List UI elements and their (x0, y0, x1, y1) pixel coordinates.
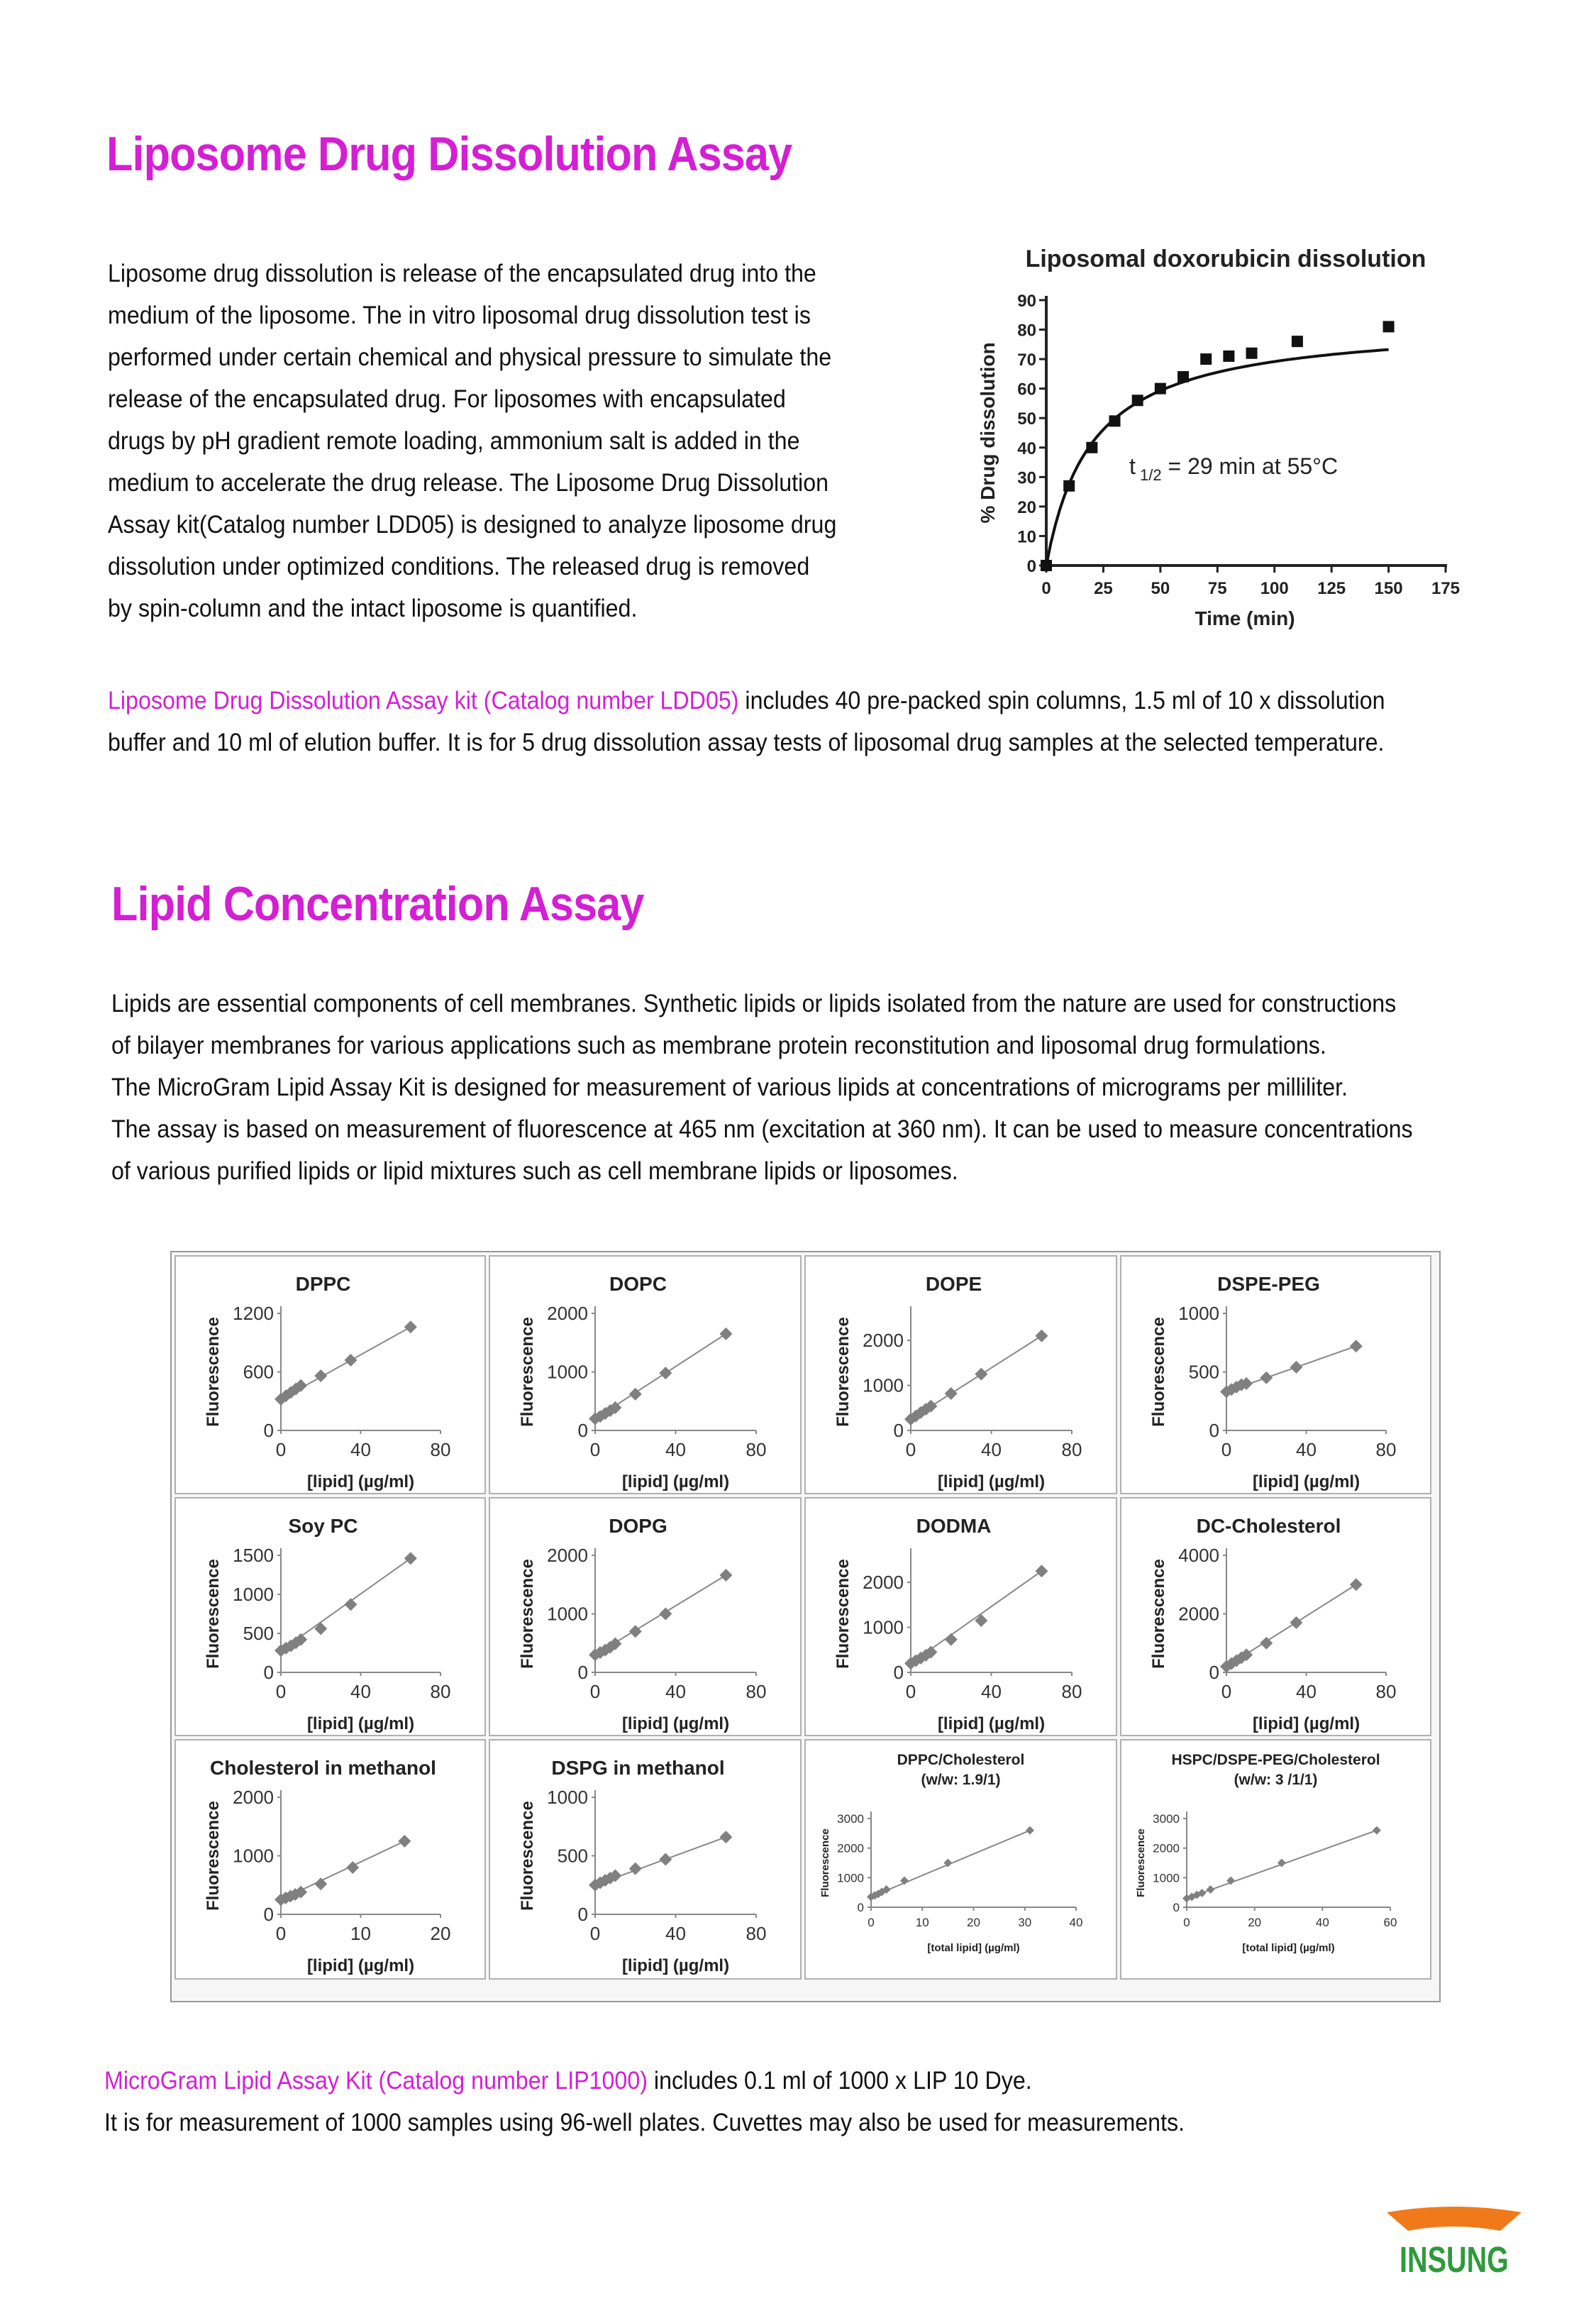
y-tick-label: 2000 (863, 1572, 904, 1594)
calibration-chart (490, 1499, 800, 1735)
text-line: of bilayer membranes for various applications such as membrane protein reconstitution and liposomal drug formulations. (111, 1032, 1326, 1059)
lipid-description (111, 983, 1413, 1192)
calibration-chart (176, 1740, 484, 1978)
x-tick-label: 50 (1151, 579, 1170, 598)
y-tick-label: 30 (1017, 468, 1036, 488)
y-tick-label: 0 (577, 1904, 588, 1926)
chart-title: Liposomal doxorubicin dissolution (1025, 246, 1426, 272)
data-point (1035, 1330, 1048, 1342)
x-axis-label: [lipid] (µg/ml) (306, 1714, 415, 1733)
x-axis-label: [lipid] (µg/ml) (621, 1472, 730, 1491)
x-tick-label: 40 (1296, 1681, 1317, 1702)
y-tick-label: 1000 (1153, 1871, 1180, 1885)
x-tick-label: 80 (746, 1923, 767, 1944)
x-tick-label: 0 (1183, 1916, 1190, 1929)
x-tick-label: 80 (1375, 1439, 1397, 1460)
x-axis-label: [total lipid] (µg/ml) (927, 1942, 1020, 1954)
y-axis-label: Fluorescence (518, 1559, 537, 1669)
y-tick-label: 50 (1017, 409, 1036, 429)
y-tick-label: 1000 (233, 1584, 274, 1606)
x-tick-label: 80 (1375, 1681, 1397, 1702)
x-tick-label: 60 (1383, 1916, 1397, 1929)
x-tick-label: 80 (746, 1681, 767, 1702)
y-tick-label: 0 (263, 1904, 274, 1926)
y-axis-label: Fluorescence (204, 1801, 223, 1911)
data-point (404, 1320, 417, 1333)
calibration-chart (176, 1499, 484, 1735)
x-axis-label: [lipid] (µg/ml) (306, 1472, 415, 1491)
x-tick-label: 20 (967, 1916, 980, 1929)
calibration-chart (806, 1740, 1116, 1978)
kit-line (108, 680, 1385, 722)
kit-line-rest: includes 40 pre-packed spin columns, 1.5 ml of 10 x dissolution (738, 687, 1385, 715)
x-tick-label: 0 (275, 1681, 287, 1702)
data-point (344, 1598, 357, 1611)
x-tick-label: 0 (589, 1439, 601, 1460)
x-tick-label: 0 (1221, 1439, 1232, 1460)
data-point (1290, 1361, 1302, 1374)
data-point (719, 1831, 732, 1843)
text-line: The MicroGram Lipid Assay Kit is designed for measurement of various lipids at concentrations of micrograms per milliliter. (111, 1074, 1348, 1101)
insung-logo (1387, 2201, 1522, 2286)
data-point (975, 1368, 987, 1381)
panel-title: DPPC/Cholesterol (897, 1752, 1025, 1768)
text-line: Liposome drug dissolution is release of the encapsulated drug into the (108, 260, 816, 287)
y-tick-label: 2000 (233, 1787, 274, 1809)
data-point (1041, 560, 1052, 571)
data-point (1223, 351, 1234, 362)
y-tick-label: 3000 (837, 1811, 864, 1826)
x-tick-label: 40 (981, 1439, 1002, 1460)
x-tick-label: 150 (1374, 579, 1403, 598)
calibration-panel (804, 1739, 1117, 1980)
text-line: release of the encapsulated drug. For liposomes with encapsulated (108, 385, 786, 413)
kit-catalog-highlight: MicroGram Lipid Assay Kit (Catalog number LIP1000) (104, 2067, 648, 2095)
y-tick-label: 0 (1209, 1662, 1219, 1684)
y-tick-label: 1000 (547, 1603, 588, 1625)
lipid-calibration-grid (170, 1251, 1441, 2002)
panel-title: DPPC (295, 1273, 351, 1295)
data-point (1383, 321, 1395, 332)
y-tick-label: 70 (1017, 351, 1036, 370)
calibration-chart (806, 1257, 1116, 1493)
x-tick-label: 40 (665, 1681, 686, 1702)
y-tick-label: 0 (1209, 1420, 1219, 1442)
x-tick-label: 0 (275, 1923, 287, 1944)
data-point (945, 1633, 958, 1646)
x-axis-label: [lipid] (µg/ml) (1252, 1472, 1361, 1491)
panel-title: DC-Cholesterol (1196, 1515, 1341, 1537)
annotation-text: = 29 min at 55°C (1161, 453, 1339, 479)
x-tick-label: 25 (1094, 579, 1113, 598)
text-line: medium of the liposome. The in vitro liposomal drug dissolution test is (108, 302, 811, 329)
text-line: dissolution under optimized conditions. The released drug is removed (108, 553, 810, 580)
x-axis-label: [lipid] (µg/ml) (937, 1714, 1046, 1733)
y-tick-label: 20 (1017, 497, 1036, 517)
y-tick-label: 500 (1188, 1361, 1219, 1383)
y-tick-label: 40 (1017, 438, 1036, 458)
calibration-panel (489, 1739, 802, 1980)
y-tick-label: 1000 (863, 1616, 904, 1638)
x-tick-label: 40 (1296, 1439, 1317, 1460)
half-life-annotation (1129, 453, 1338, 484)
y-tick-label: 0 (263, 1662, 274, 1684)
calibration-chart (1121, 1257, 1430, 1493)
data-point (945, 1387, 958, 1400)
panel-title: DSPE-PEG (1217, 1273, 1320, 1295)
x-tick-label: 75 (1207, 579, 1227, 598)
kit-line: buffer and 10 ml of elution buffer. It is for 5 drug dissolution assay tests of liposomal drug samples at the selected temperature. (108, 729, 1385, 756)
x-tick-label: 0 (868, 1916, 875, 1929)
logo-leaf-shape (1387, 2207, 1522, 2231)
y-axis-label: Fluorescence (204, 1317, 223, 1427)
calibration-panel (804, 1497, 1117, 1736)
data-point (1109, 415, 1121, 426)
y-tick-label: 1000 (863, 1374, 904, 1396)
annotation-subscript: 1/2 (1135, 466, 1162, 484)
data-point (1026, 1826, 1034, 1835)
section-title-dissolution: Liposome Drug Dissolution Assay (106, 127, 792, 181)
data-point (1155, 383, 1166, 395)
y-tick-label: 1000 (1178, 1303, 1219, 1325)
y-axis-label: % Drug dissolution (977, 342, 999, 524)
x-tick-label: 0 (905, 1681, 916, 1702)
x-axis-label: [lipid] (µg/ml) (306, 1956, 415, 1975)
dissolution-chart (972, 238, 1483, 635)
y-tick-label: 10 (1017, 527, 1036, 547)
calibration-chart (490, 1257, 800, 1493)
y-tick-label: 0 (577, 1662, 588, 1684)
y-tick-label: 2000 (547, 1303, 588, 1325)
calibration-panel (1120, 1739, 1431, 1980)
y-axis-label: Fluorescence (833, 1317, 853, 1427)
kit-line: It is for measurement of 1000 samples using 96-well plates. Cuvettes may also be used for measurements. (104, 2109, 1185, 2136)
y-tick-label: 1000 (233, 1845, 274, 1867)
panel-title: Soy PC (288, 1515, 358, 1537)
y-tick-label: 0 (1026, 557, 1036, 576)
x-tick-label: 40 (981, 1681, 1002, 1702)
text-line: Lipids are essential components of cell membranes. Synthetic lipids or lipids isolated from the nature are used for constructions (111, 990, 1397, 1017)
data-point (659, 1853, 672, 1865)
x-axis-label: [lipid] (µg/ml) (621, 1714, 730, 1733)
x-axis-label: Time (min) (1195, 607, 1295, 629)
calibration-panel (174, 1255, 486, 1494)
data-point (404, 1552, 417, 1565)
x-tick-label: 40 (350, 1681, 371, 1702)
x-tick-label: 80 (1061, 1439, 1082, 1460)
data-point (1292, 336, 1303, 347)
data-point (1200, 353, 1212, 365)
data-point (1290, 1616, 1302, 1629)
x-tick-label: 175 (1431, 579, 1461, 598)
data-point (1035, 1565, 1048, 1577)
y-tick-label: 3000 (1153, 1811, 1180, 1826)
y-tick-label: 0 (857, 1900, 864, 1914)
data-point (1206, 1885, 1214, 1894)
calibration-chart (1121, 1740, 1430, 1978)
text-line: performed under certain chemical and physical pressure to simulate the (108, 343, 832, 371)
y-tick-label: 1500 (233, 1545, 274, 1567)
panel-title: Cholesterol in methanol (210, 1757, 436, 1779)
data-point (629, 1863, 642, 1875)
logo-text: INSUNG (1400, 2239, 1509, 2280)
panel-subtitle: (w/w: 1.9/1) (921, 1772, 1001, 1788)
y-axis-label: Fluorescence (204, 1559, 223, 1669)
y-tick-label: 1200 (233, 1303, 274, 1325)
y-tick-label: 600 (243, 1361, 274, 1383)
x-axis-label: [lipid] (µg/ml) (937, 1472, 1046, 1491)
x-tick-label: 40 (665, 1439, 686, 1460)
x-tick-label: 0 (589, 1681, 601, 1702)
x-tick-label: 0 (905, 1439, 916, 1460)
y-tick-label: 0 (893, 1420, 904, 1442)
data-point (1373, 1826, 1381, 1835)
x-tick-label: 20 (430, 1923, 451, 1944)
x-tick-label: 80 (430, 1681, 451, 1702)
y-tick-label: 0 (1173, 1900, 1180, 1914)
calibration-chart (490, 1740, 800, 1978)
data-point (719, 1328, 732, 1340)
data-point (1086, 442, 1097, 453)
panel-title: DSPG in methanol (551, 1757, 725, 1779)
panel-title: HSPC/DSPE-PEG/Cholesterol (1171, 1752, 1380, 1768)
calibration-panel (804, 1255, 1117, 1494)
calibration-chart (176, 1257, 484, 1493)
calibration-chart (1121, 1499, 1430, 1735)
y-axis-label: Fluorescence (518, 1317, 537, 1427)
data-point (1177, 371, 1189, 382)
text-line: Assay kit(Catalog number LDD05) is designed to analyze liposome drug (108, 511, 837, 539)
y-tick-label: 1000 (547, 1361, 588, 1383)
x-tick-label: 100 (1260, 579, 1289, 598)
x-tick-label: 10 (915, 1916, 929, 1929)
calibration-panel (174, 1497, 486, 1736)
data-point (1132, 395, 1143, 406)
y-axis-label: Fluorescence (833, 1559, 853, 1669)
x-axis-label: [lipid] (µg/ml) (1252, 1714, 1361, 1733)
section-title-lipid: Lipid Concentration Assay (111, 877, 644, 931)
y-tick-label: 2000 (863, 1330, 904, 1352)
data-point (314, 1622, 327, 1635)
y-tick-label: 1000 (837, 1871, 864, 1885)
kit-catalog-highlight: Liposome Drug Dissolution Assay kit (Catalog number LDD05) (108, 687, 739, 715)
panel-title: DOPE (925, 1273, 982, 1295)
x-tick-label: 0 (589, 1923, 601, 1944)
x-tick-label: 20 (1248, 1916, 1262, 1929)
y-tick-label: 0 (893, 1662, 904, 1684)
x-tick-label: 80 (430, 1439, 451, 1460)
kit-line-rest: includes 0.1 ml of 1000 x LIP 10 Dye. (647, 2067, 1032, 2095)
x-tick-label: 40 (350, 1439, 371, 1460)
data-point (1063, 480, 1075, 492)
y-axis-label: Fluorescence (1149, 1317, 1168, 1427)
data-point (344, 1354, 357, 1367)
y-axis-label: Fluorescence (518, 1801, 537, 1911)
panel-title: DOPC (609, 1273, 667, 1295)
y-tick-label: 80 (1017, 321, 1036, 341)
data-point (1246, 348, 1258, 359)
text-line: of various purified lipids or lipid mixtures such as cell membrane lipids or liposomes. (111, 1157, 958, 1185)
y-tick-label: 2000 (547, 1545, 588, 1567)
y-tick-label: 500 (557, 1845, 588, 1867)
y-tick-label: 2000 (1178, 1603, 1219, 1625)
dissolution-kit-info (108, 680, 1385, 763)
y-axis-label: Fluorescence (1149, 1559, 1168, 1669)
x-tick-label: 40 (1069, 1916, 1083, 1929)
calibration-panel (1120, 1497, 1431, 1736)
y-tick-label: 500 (243, 1623, 274, 1645)
x-tick-label: 80 (1061, 1681, 1082, 1702)
dissolution-description (108, 253, 836, 629)
x-tick-label: 0 (1221, 1681, 1232, 1702)
annotation-symbol: t (1129, 453, 1136, 479)
data-point (659, 1367, 672, 1379)
y-tick-label: 0 (263, 1420, 274, 1442)
x-tick-label: 40 (1315, 1916, 1329, 1929)
data-point (1350, 1578, 1363, 1591)
data-point (719, 1569, 732, 1582)
y-tick-label: 4000 (1178, 1545, 1219, 1567)
calibration-panel (174, 1739, 486, 1980)
data-point (398, 1835, 411, 1848)
x-tick-label: 80 (746, 1439, 767, 1460)
data-point (1260, 1372, 1273, 1384)
lipid-kit-info (104, 2060, 1185, 2144)
x-tick-label: 30 (1018, 1916, 1032, 1929)
x-axis-label: [lipid] (µg/ml) (621, 1956, 730, 1975)
text-line: The assay is based on measurement of fluorescence at 465 nm (excitation at 360 nm). It can be used to measure concentrations (111, 1115, 1413, 1143)
y-tick-label: 60 (1017, 380, 1036, 399)
x-tick-label: 10 (350, 1923, 371, 1944)
panel-subtitle: (w/w: 3 /1/1) (1234, 1772, 1318, 1788)
y-axis-label: Fluorescence (1135, 1828, 1147, 1897)
text-line: medium to accelerate the drug release. The Liposome Drug Dissolution (108, 469, 829, 497)
calibration-chart (806, 1499, 1116, 1735)
y-tick-label: 2000 (837, 1841, 864, 1855)
x-tick-label: 0 (275, 1439, 287, 1460)
y-tick-label: 2000 (1153, 1841, 1180, 1855)
x-tick-label: 40 (665, 1923, 686, 1944)
y-tick-label: 0 (577, 1420, 588, 1442)
y-axis-label: Fluorescence (819, 1828, 831, 1897)
x-tick-label: 125 (1317, 579, 1346, 598)
panel-title: DOPG (609, 1515, 667, 1537)
calibration-panel (1120, 1255, 1431, 1494)
y-tick-label: 90 (1017, 292, 1036, 311)
panel-title: DODMA (916, 1515, 992, 1537)
y-tick-label: 1000 (547, 1787, 588, 1809)
x-axis-label: [total lipid] (µg/ml) (1242, 1942, 1335, 1954)
data-point (1350, 1340, 1363, 1352)
calibration-panel (489, 1255, 802, 1494)
calibration-panel (489, 1497, 802, 1736)
text-line: by spin-column and the intact liposome is quantified. (108, 595, 638, 622)
kit-line (104, 2060, 1185, 2102)
x-tick-label: 0 (1041, 579, 1051, 598)
text-line: drugs by pH gradient remote loading, ammonium salt is added in the (108, 427, 800, 455)
